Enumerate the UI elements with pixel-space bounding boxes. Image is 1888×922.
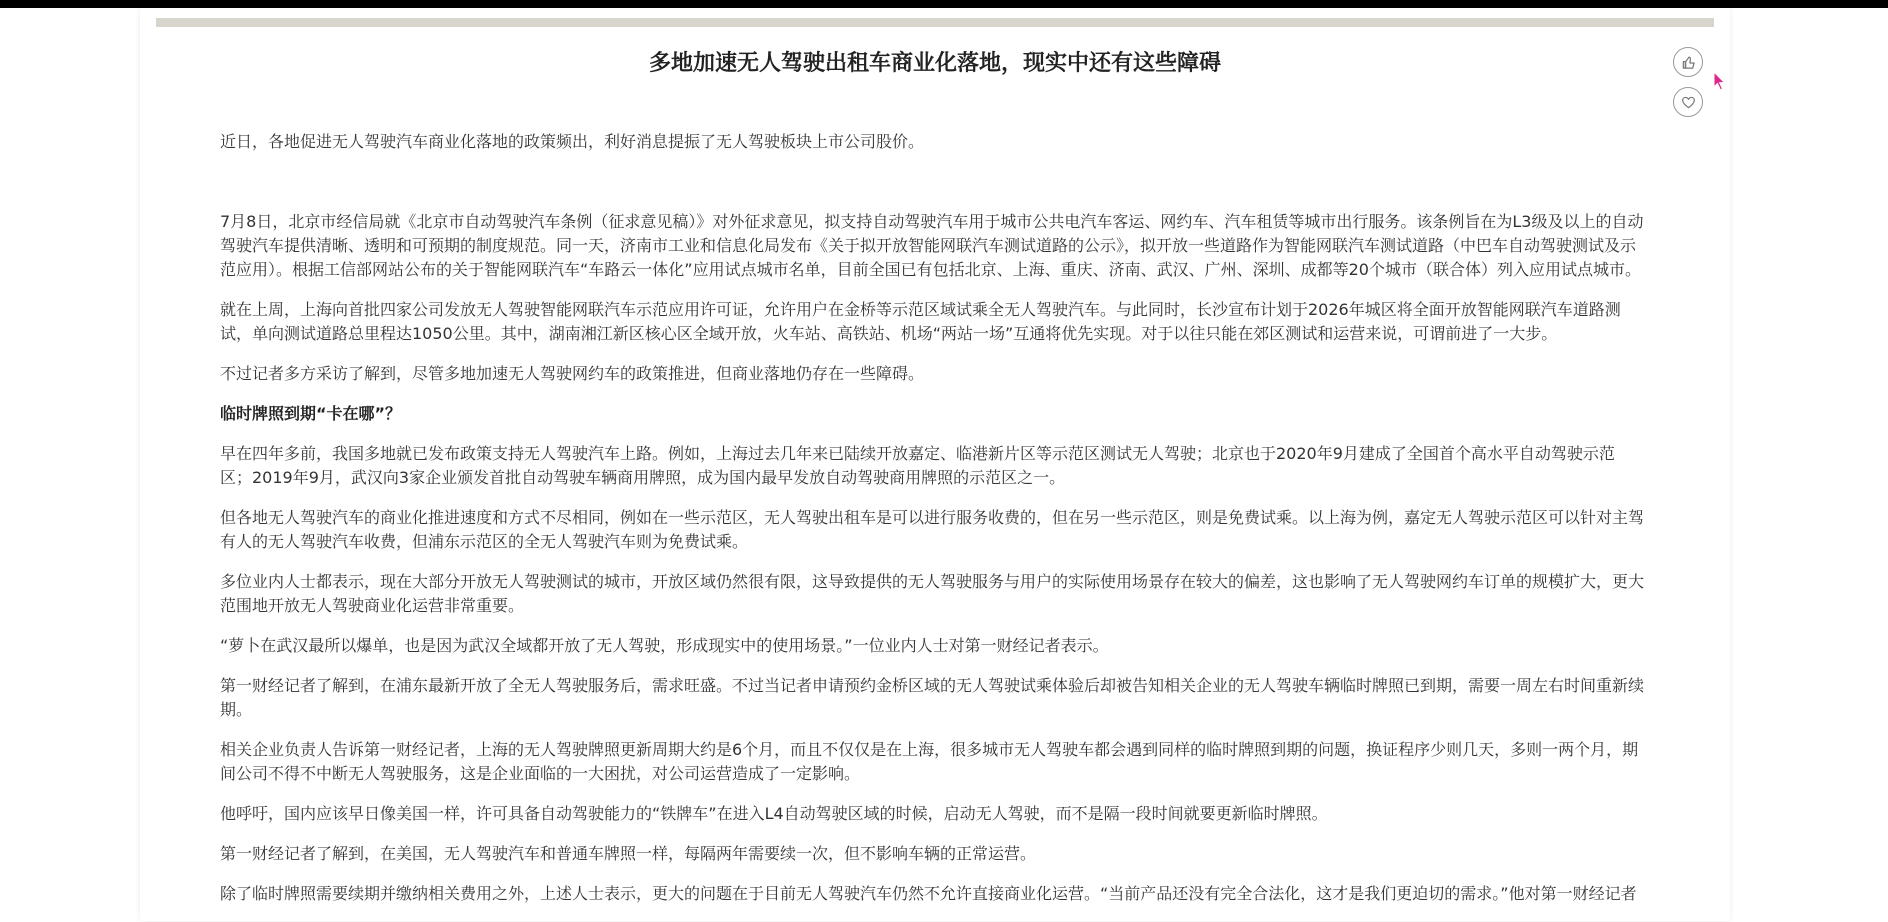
paragraph: 近日，各地促进无人驾驶汽车商业化落地的政策频出，利好消息提振了无人驾驶板块上市公司股价。 xyxy=(220,132,925,151)
article-body xyxy=(220,130,1644,922)
paragraph: 相关企业负责人告诉第一财经记者，上海的无人驾驶牌照更新周期大约是6个月，而且不仅仅是在上海，很多城市无人驾驶车都会遇到同样的临时牌照到期的问题，换证程序少则几天，多则一两个月，期间公司不得不中断无人驾驶服务，这是企业面临的一大困扰，对公司运营造成了一定影响。 xyxy=(220,740,1639,783)
thumb-up-icon xyxy=(1681,55,1696,70)
paragraph: 7月8日，北京市经信局就《北京市自动驾驶汽车条例（征求意见稿）》对外征求意见，拟支持自动驾驶汽车用于城市公共电汽车客运、网约车、汽车租赁等城市出行服务。该条例旨在为L3级及以上的自动驾驶汽车提供清晰、透明和可预期的制度规范。同一天，济南市工业和信息化局发布《关于拟开放智能网联汽车测试道路的公示》，拟开放一些道路作为智能网联汽车测试道路（中巴车自动驾驶测试及示范应用）。根据工信部网站公布的关于智能网联汽车“车路云一体化”应用试点城市名单，目前全国已有包括北京、上海、重庆、济南、武汉、广州、深圳、成都等20个城市（联合体）列入应用试点城市。 xyxy=(220,212,1644,279)
section-heading: 临时牌照到期“卡在哪”？ xyxy=(220,404,402,423)
like-button[interactable] xyxy=(1673,47,1703,77)
mouse-cursor-icon xyxy=(1713,71,1727,91)
paragraph: “萝卜在武汉最所以爆单，也是因为武汉全域都开放了无人驾驶，形成现实中的使用场景。”一位业内人士对第一财经记者表示。 xyxy=(220,636,1109,655)
paragraph: 多位业内人士都表示，现在大部分开放无人驾驶测试的城市，开放区域仍然很有限，这导致提供的无人驾驶服务与用户的实际使用场景存在较大的偏差，这也影响了无人驾驶网约车订单的规模扩大，更大范围地开放无人驾驶商业化运营非常重要。 xyxy=(220,572,1645,615)
paragraph: 他呼吁，国内应该早日像美国一样，许可具备自动驾驶能力的“铁牌车”在进入L4自动驾驶区域的时候，启动无人驾驶，而不是隔一段时间就要更新临时牌照。 xyxy=(220,804,1328,823)
heart-icon xyxy=(1681,95,1696,110)
paragraph: 除了临时牌照需要续期并缴纳相关费用之外，上述人士表示，更大的问题在于目前无人驾驶汽车仍然不允许直接商业化运营。“当前产品还没有完全合法化，这才是我们更迫切的需求。”他对第一财经记者 xyxy=(220,884,1637,903)
paragraph: 不过记者多方采访了解到，尽管多地加速无人驾驶网约车的政策推进，但商业落地仍存在一些障碍。 xyxy=(220,364,925,383)
paragraph: 第一财经记者了解到，在浦东最新开放了全无人驾驶服务后，需求旺盛。不过当记者申请预约金桥区域的无人驾驶试乘体验后却被告知相关企业的无人驾驶车辆临时牌照已到期，需要一周左右时间重新续期。 xyxy=(220,676,1645,719)
paragraph: 早在四年多前，我国多地就已发布政策支持无人驾驶汽车上路。例如，上海过去几年来已陆续开放嘉定、临港新片区等示范区测试无人驾驶；北京也于2020年9月建成了全国首个高水平自动驾驶示范区；2019年9月，武汉向3家企业颁发首批自动驾驶车辆商用牌照，成为国内最早发放自动驾驶商用牌照的示范区之一。 xyxy=(220,444,1615,487)
paragraph: 就在上周，上海向首批四家公司发放无人驾驶智能网联汽车示范应用许可证，允许用户在金桥等示范区域试乘全无人驾驶汽车。与此同时，长沙宣布计划于2026年城区将全面开放智能网联汽车道路测试，单向测试道路总里程达1050公里。其中，湖南湘江新区核心区全域开放，火车站、高铁站、机场“两站一场”互通将优先实现。对于以往只能在郊区测试和运营来说，可谓前进了一大步。 xyxy=(220,300,1621,343)
paragraph: 但各地无人驾驶汽车的商业化推进速度和方式不尽相同，例如在一些示范区，无人驾驶出租车是可以进行服务收费的，但在另一些示范区，则是免费试乘。以上海为例，嘉定无人驾驶示范区可以针对主驾有人的无人驾驶汽车收费，但浦东示范区的全无人驾驶汽车则为免费试乘。 xyxy=(220,508,1645,551)
favorite-button[interactable] xyxy=(1673,87,1703,117)
side-action-bar xyxy=(1673,47,1707,127)
decorative-top-line xyxy=(156,18,1714,27)
top-black-bar xyxy=(0,0,1888,8)
paragraph: 第一财经记者了解到，在美国，无人驾驶汽车和普通车牌照一样，每隔两年需要续一次，但不影响车辆的正常运营。 xyxy=(220,844,1037,863)
article-title: 多地加速无人驾驶出租车商业化落地，现实中还有这些障碍 xyxy=(648,51,1221,76)
